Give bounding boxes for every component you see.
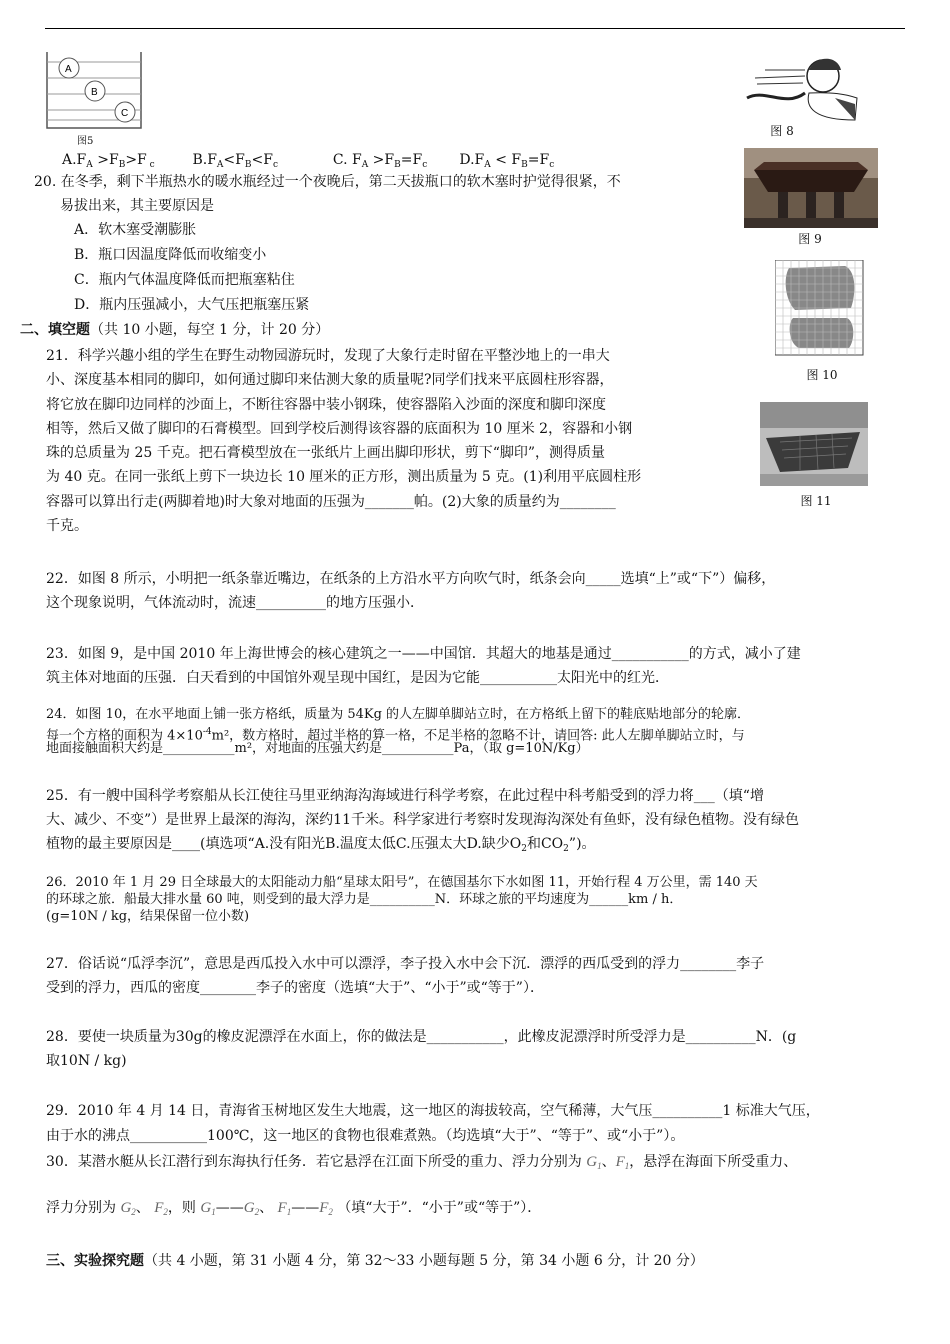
- q20-option-d: D．瓶内压强减小，大气压把瓶塞压紧: [74, 297, 310, 313]
- q26-line-1: 26．2010 年 1 月 29 日全球最大的太阳能动力船“星球太阳号”，在德国基尔下水如图 11，开始行程 4 万公里，需 140 天: [46, 875, 758, 890]
- figure-11: [760, 402, 870, 512]
- q29-line-2: 由于水的沸点___________100℃，这一地区的食物也很难煮熟。（均选填“大于”、“等于”、或“小于”）。: [46, 1128, 685, 1144]
- q19-option-b: $B.F_A<F_B<F_c$: [192, 152, 278, 170]
- figure-5-caption: 图5: [77, 136, 94, 147]
- q28-line-2: 取10N / kg): [46, 1053, 127, 1069]
- figure-5: [45, 50, 145, 145]
- q20-option-c: C．瓶内气体温度降低而把瓶塞粘住: [74, 272, 295, 288]
- q21-line-8: 千克。: [46, 518, 88, 534]
- figure-8: [745, 48, 860, 138]
- section-3-note: （共 4 小题，第 31 小题 4 分，第 32～33 小题每题 5 分，第 34 小题 6 分，计 20 分）: [144, 1253, 704, 1269]
- section-2-heading: [20, 320, 329, 340]
- figure-11-caption: 图 11: [800, 494, 832, 508]
- q22-line-2: 这个现象说明，气体流动时，流速__________的地方压强小．: [46, 595, 424, 611]
- q27-line-2: 受到的浮力，西瓜的密度________李子的密度（选填“大于”、“小于”或“等于”）．: [46, 980, 544, 996]
- q21-line-5: 珠的总质量为 25 千克。把石膏模型放在一张纸片上画出脚印形状，剪下“脚印”，测得质量: [46, 445, 606, 461]
- q21-line-4: 相等，然后又做了脚印的石膏模型。回到学校后测得该容器的底面积为 10 厘米 2，容器和小钢: [46, 421, 633, 437]
- q19-option-c: C. $F_A >F_B=F_c$: [332, 152, 428, 170]
- figure-10: [775, 260, 865, 384]
- q24-line-1: 24．如图 10，在水平地面上铺一张方格纸，质量为 54Kg 的人左脚单脚站立时，在方格纸上留下的鞋底贴地部分的轮廓．: [46, 707, 751, 722]
- q27-line-1: 27．俗话说“瓜浮李沉”，意思是西瓜投入水中可以漂浮，李子投入水中会下沉．漂浮的西瓜受到的浮力________李子: [46, 956, 765, 972]
- q26-line-3: (g=10N / kg，结果保留一位小数): [46, 909, 250, 924]
- q23-line-1: 23．如图 9，是中国 2010 年上海世博会的核心建筑之一——中国馆．其超大的地基是通过___________的方式，减小了建: [46, 646, 801, 662]
- q25-line-2: 大、减少、不变”）是世界上最深的海沟，深约11千米。科学家进行考察时发现海沟深处有鱼虾，没有绿色植物。没有绿色: [46, 812, 799, 828]
- section-2-note: （共 10 小题，每空 1 分，计 20 分）: [90, 322, 330, 338]
- q28-line-1: 28．要使一块质量为30g的橡皮泥漂浮在水面上，你的做法是___________，此橡皮泥漂浮时所受浮力是__________N．(g: [46, 1029, 797, 1045]
- q19-option-d: $D.F_A < F_B=F_c$: [459, 152, 555, 170]
- figure-8-caption: 图 8: [770, 124, 794, 138]
- figure-8-illustration: [745, 48, 860, 123]
- figure-5-diagram: [45, 50, 145, 145]
- q30-line-2: 浮力分别为 $G_2$、 $F_2$，则 $G_1——G_2$、 $F_1——F_2$ （填“大于”．“小于”或“等于”）．: [46, 1200, 542, 1217]
- q22-line-1: 22．如图 8 所示，小明把一纸条靠近嘴边，在纸条的上方沿水平方向吹气时，纸条会向_____选填“上”或“下”）偏移，: [46, 571, 776, 587]
- figure-9: [744, 148, 878, 248]
- q20-line-1: 20. 在冬季，剩下半瓶热水的暖水瓶经过一个夜晚后，第二天拔瓶口的软木塞时护觉得很紧，不: [34, 174, 621, 190]
- q25-line-1: 25．有一艘中国科学考察船从长江使往马里亚纳海沟海域进行科学考察，在此过程中科考船受到的浮力将___（填“增: [46, 788, 764, 804]
- figure-10-grid: [775, 260, 865, 356]
- figure-9-caption: 图 9: [798, 232, 822, 246]
- header-rule: [45, 28, 905, 29]
- figure-11-photo: [760, 402, 868, 486]
- q19-option-a: $A.F_A >F_B>F$ $_c$: [62, 152, 155, 170]
- q20-option-a: A．软木塞受潮膨胀: [74, 222, 197, 238]
- ball-c-label: C: [121, 108, 129, 119]
- q24-line-2: 每一个方格的面积为 $4\times 10^{-4}m^2$，数方格时，超过半格的算一格，不足半格的忽略不计，请回答: 此人左脚单脚站立时，与: [46, 727, 745, 744]
- q21-line-3: 将它放在脚印边同样的沙面上，不断往容器中装小钢珠，使容器陷入沙面的深度和脚印深度: [46, 397, 606, 413]
- q25-line-3: 植物的最主要原因是____(填选项“A.没有阳光B.温度太低C.压强太大D.缺少$O_2$和$CO_2$”)。: [46, 836, 596, 854]
- q29-line-1: 29．2010 年 4 月 14 日，青海省玉树地区发生大地震，这一地区的海拔较高，空气稀薄，大气压__________1 标准大气压，: [46, 1103, 820, 1119]
- q21-line-1: 21．科学兴趣小组的学生在野生动物园游玩时，发现了大象行走时留在平整沙地上的一串大: [46, 348, 610, 364]
- section-3-title: 三、实验探究题: [46, 1253, 144, 1269]
- q21-line-6: 为 40 克。在同一张纸上剪下一块边长 10 厘米的正方形，测出质量为 5 克。(1)利用平底圆柱形: [46, 469, 642, 485]
- q20-line-2: 易拔出来，其主要原因是: [60, 198, 214, 214]
- figure-10-caption: 图 10: [806, 368, 838, 382]
- figure-9-photo: [744, 148, 878, 228]
- section-2-title: 二、填空题: [20, 322, 90, 338]
- ball-a-label: A: [65, 64, 72, 75]
- q20-option-b: B．瓶口因温度降低而收缩变小: [74, 247, 267, 263]
- q30-line-1: 30．某潜水艇从长江潜行到东海执行任务．若它悬浮在江面下所受的重力、浮力分别为 $G_1$、$F_1$，悬浮在海面下所受重力、: [46, 1154, 798, 1171]
- q24-line-3: 地面接触面积大约是___________m²，对地面的压强大约是___________Pa，（取 g=10N/Kg）: [46, 741, 589, 756]
- section-3-heading: [46, 1251, 704, 1271]
- q21-line-2: 小、深度基本相同的脚印，如何通过脚印来估测大象的质量呢?同学们找来平底圆柱形容器，: [46, 372, 614, 388]
- q26-line-2: 的环球之旅．船最大排水量 60 吨，则受到的最大浮力是__________N．环球之旅的平均速度为______km / h．: [46, 892, 683, 907]
- ball-b-label: B: [91, 87, 98, 98]
- q21-line-7: 容器可以算出行走(两脚着地)时大象对地面的压强为_______帕。(2)大象的质量约为________: [46, 494, 616, 510]
- q23-line-2: 筑主体对地面的压强．白天看到的中国馆外观呈现中国红，是因为它能___________太阳光中的红光．: [46, 670, 669, 686]
